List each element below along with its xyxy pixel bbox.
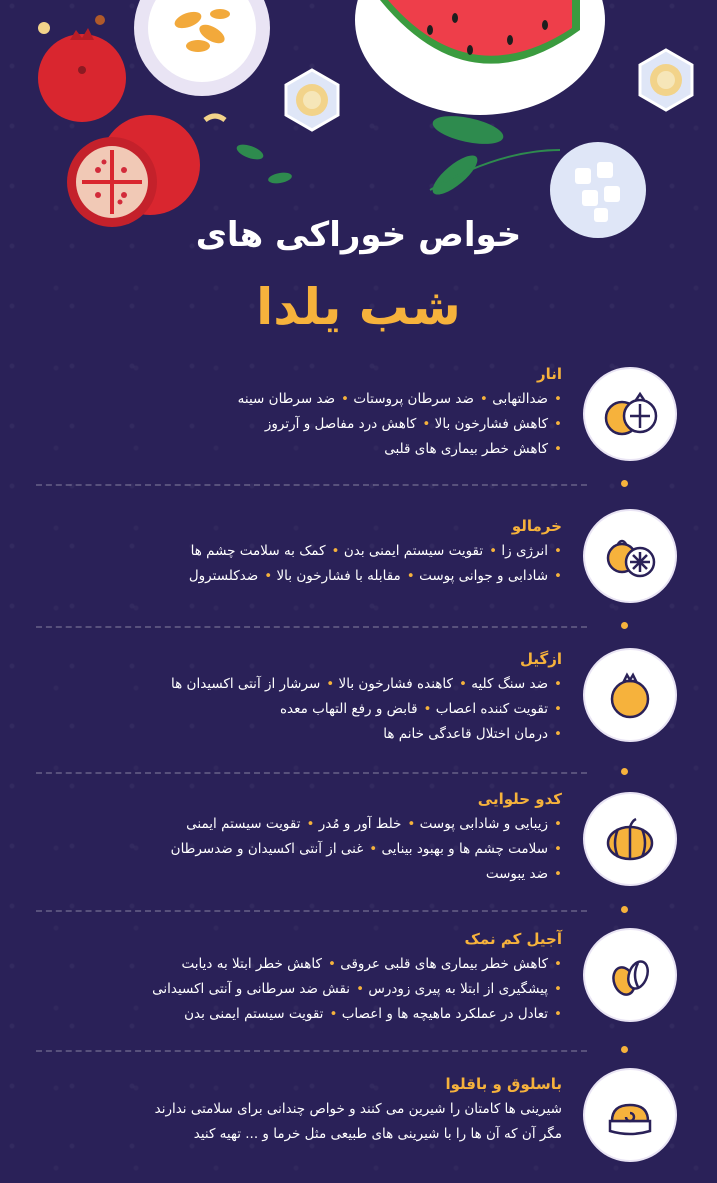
pomegranate-whole-icon: [38, 28, 126, 122]
section-text: [58, 517, 562, 589]
divider-dot: [621, 1046, 628, 1053]
benefit-line: •ضد یبوست: [485, 866, 562, 882]
section-title: ازگیل: [519, 650, 562, 668]
section-divider: [36, 910, 587, 912]
divider-dot: [621, 768, 628, 775]
tea-glass-icon: [286, 70, 338, 130]
section-divider: [36, 626, 587, 628]
benefit-line: •تقویت کننده اعصاب •قابض و رفع التهاب معده: [279, 701, 562, 717]
section-title: خرمالو: [511, 517, 562, 535]
section-text: [58, 365, 562, 462]
tea-glass-icon-2: [640, 50, 692, 110]
benefit-line: •تعادل در عملکرد ماهیچه ها و اعصاب •تقویت سیستم ایمنی بدن: [184, 1006, 562, 1022]
section-title: انار: [536, 365, 562, 383]
watermelon-plate-icon: [355, 0, 605, 115]
benefit-line: •کاهش خطر بیماری های قلبی عروقی •کاهش خطر ابتلا به دیابت: [181, 956, 562, 972]
divider-dot: [621, 622, 628, 629]
section-text: [58, 790, 562, 887]
section-divider: [36, 772, 587, 774]
section-text: [58, 930, 562, 1027]
benefit-line: •انرژی زا •تقویت سیستم ایمنی بدن •کمک به سلامت چشم ها: [190, 543, 562, 559]
benefit-line: •درمان اختلال قاعدگی خانم ها: [383, 726, 562, 742]
section-title: باسلوق و باقلوا: [445, 1075, 562, 1093]
leaves-icon: [235, 111, 506, 201]
section-divider: [36, 484, 587, 486]
page-title-line1: خواص خوراکی های: [195, 215, 522, 255]
dried-fruit-bowl-icon: [134, 0, 270, 96]
nuts-icon: [585, 930, 675, 1020]
pastry-icon: [585, 1070, 675, 1160]
benefit-line: •شادابی و جوانی پوست •مقابله با فشارخون بالا •ضدکلسترول: [188, 568, 562, 584]
page-title-line2: شب یلدا: [256, 278, 461, 336]
section-title: کدو حلوایی: [477, 790, 562, 808]
benefit-line: •پیشگیری از ابتلا به پیری زودرس •نقش ضد سرطانی و آنتی اکسیدانی: [152, 981, 562, 997]
section-text: [58, 650, 562, 747]
benefit-line: •کاهش فشارخون بالا •کاهش درد مفاصل و آرتروز: [264, 416, 562, 432]
benefit-line: •زیبایی و شادابی پوست •خلط آور و مُدر •تقویت سیستم ایمنی: [186, 816, 562, 832]
paragraph-line: مگر آن که آن ها را با شیرینی های طبیعی مثل خرما و ... تهیه کنید: [193, 1126, 562, 1142]
section-text: [58, 1075, 562, 1147]
paragraph-line: شیرینی ها کامتان را شیرین می کنند و خواص چندانی برای سلامتی ندارند: [154, 1101, 562, 1117]
pomegranate-icon: [585, 369, 675, 459]
pumpkin-icon: [585, 794, 675, 884]
divider-dot: [621, 906, 628, 913]
benefit-line: •ضد سنگ کلیه •کاهنده فشارخون بالا •سرشار از آنتی اکسیدان ها: [171, 676, 562, 692]
section-divider: [36, 1050, 587, 1052]
medlar-icon: [585, 650, 675, 740]
section-title: آجیل کم نمک: [464, 930, 562, 948]
benefit-line: •کاهش خطر بیماری های قلبی: [384, 441, 562, 457]
benefit-line: •ضدالتهابی •ضد سرطان پروستات •ضد سرطان سینه: [237, 391, 562, 407]
pomegranate-cut-icon: [67, 115, 200, 227]
divider-dot: [621, 480, 628, 487]
benefit-line: •سلامت چشم ها و بهبود بینایی •غنی از آنتی اکسیدان و ضدسرطان: [170, 841, 562, 857]
persimmon-icon: [585, 511, 675, 601]
